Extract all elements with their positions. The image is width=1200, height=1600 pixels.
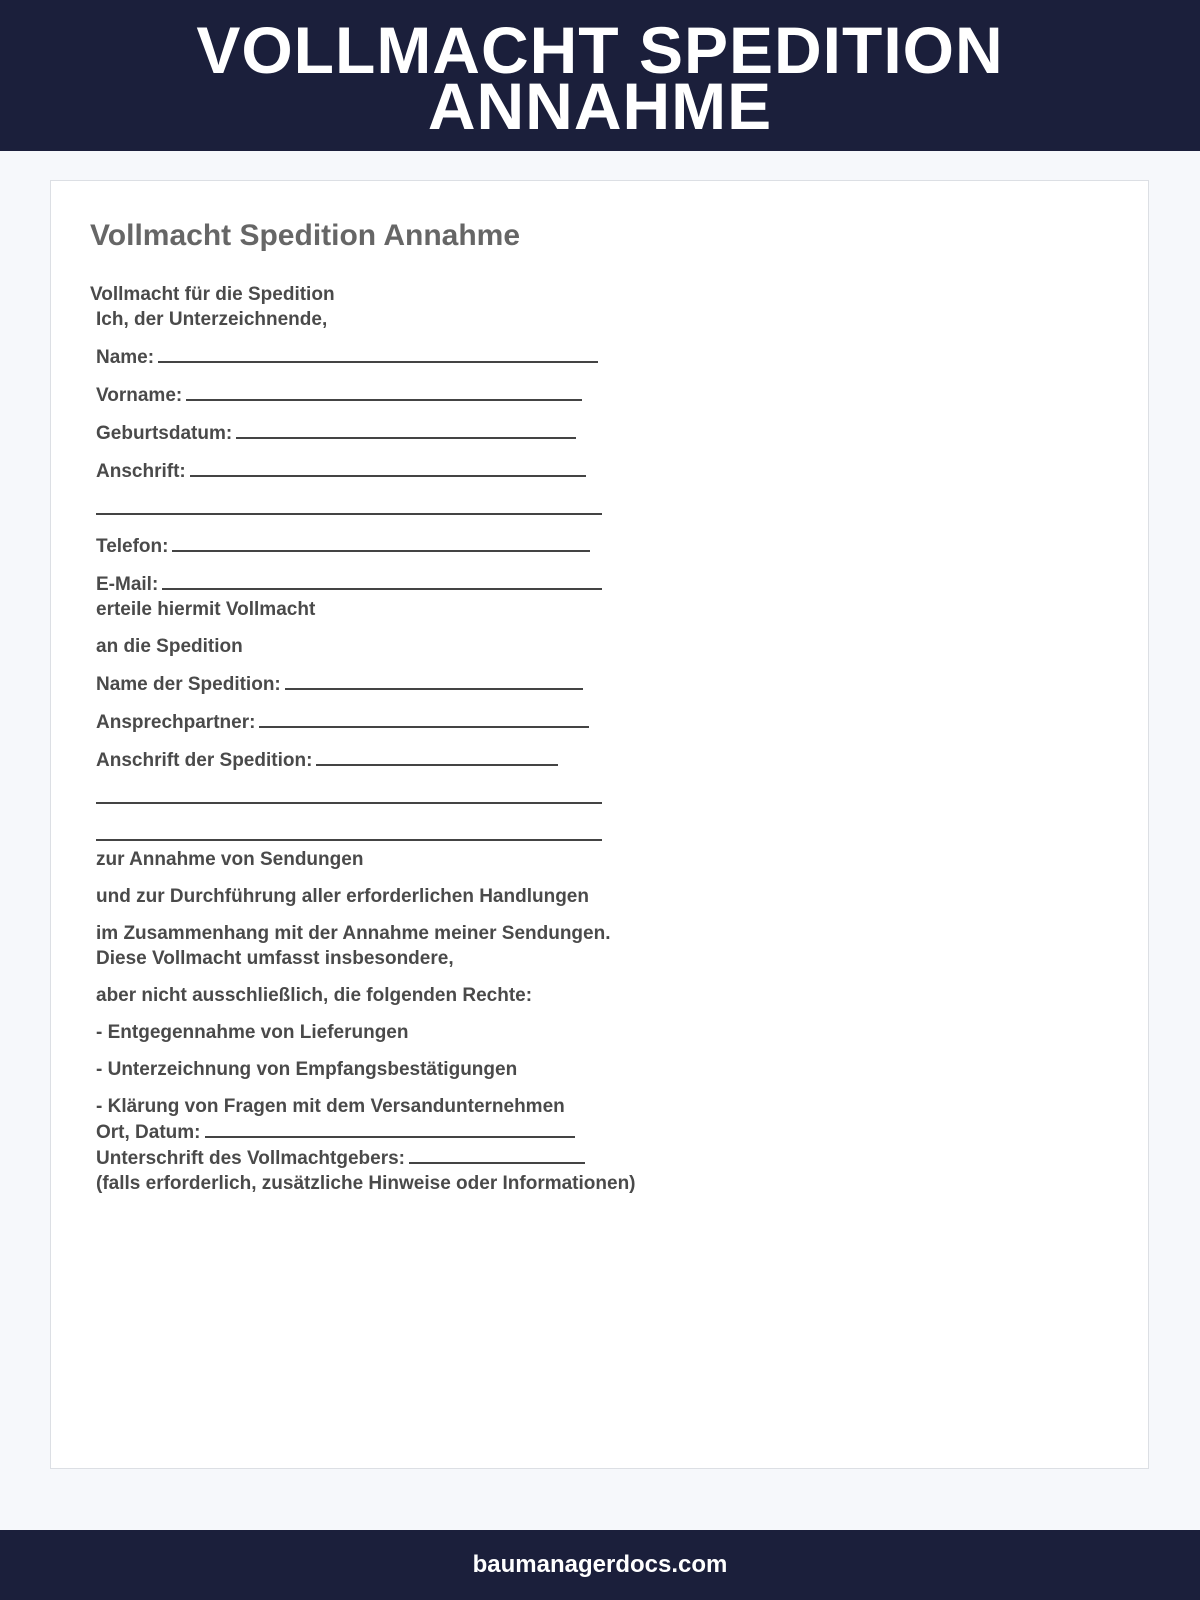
banner-title: [0, 0, 1200, 143]
geburtsdatum-field: [90, 420, 1090, 446]
document-body: [90, 282, 1090, 1196]
anschrift-label: Anschrift:: [96, 461, 186, 482]
purpose-text-2: und zur Durchführung aller erforderlichen Handlungen: [96, 886, 589, 907]
banner-title-line-1: VOLLMACHT SPEDITION: [196, 13, 1004, 87]
footer-bar: [0, 1530, 1200, 1600]
carrier-name-blank: [285, 671, 583, 690]
email-blank: [162, 571, 602, 590]
carrier-contact-label: Ansprechpartner:: [96, 712, 256, 733]
intro-text: Ich, der Unterzeichnende,: [96, 309, 328, 330]
document-title: Vollmacht Spedition Annahme: [90, 219, 521, 252]
carrier-name-field: [90, 671, 1090, 697]
rights-list-item: - Unterzeichnung von Empfangsbestätigungen: [96, 1059, 518, 1080]
place-date-blank: [205, 1119, 575, 1138]
footer-site-link[interactable]: baumanagerdocs.com: [472, 1551, 728, 1578]
vorname-field: [90, 382, 1090, 408]
signature-field: [90, 1145, 1090, 1171]
email-label: E-Mail:: [96, 574, 159, 595]
anschrift-field: [90, 458, 1090, 484]
document-heading: Vollmacht für die Spedition: [90, 284, 335, 305]
telefon-label: Telefon:: [96, 536, 169, 557]
place-date-field: [90, 1119, 1090, 1145]
note-text: (falls erforderlich, zusätzliche Hinweise oder Informationen): [96, 1173, 636, 1194]
rights-list-item: - Entgegennahme von Lieferungen: [96, 1022, 409, 1043]
signature-blank: [409, 1145, 585, 1164]
carrier-address-extra-blank-2: [96, 822, 602, 841]
rights-list-item: - Klärung von Fragen mit dem Versandunternehmen: [96, 1096, 565, 1117]
name-field: [90, 344, 1090, 370]
grant-text-2: an die Spedition: [96, 636, 243, 657]
name-blank: [158, 344, 598, 363]
geburtsdatum-label: Geburtsdatum:: [96, 423, 233, 444]
carrier-contact-field: [90, 709, 1090, 735]
vorname-label: Vorname:: [96, 385, 183, 406]
scope-text-2: aber nicht ausschließlich, die folgenden Rechte:: [96, 985, 533, 1006]
banner-title-line-2: ANNAHME: [427, 69, 773, 143]
header-banner: [0, 0, 1200, 151]
carrier-address-field: [90, 747, 1090, 773]
scope-text-1: Diese Vollmacht umfasst insbesondere,: [96, 948, 454, 969]
anschrift-extra-line: [90, 496, 1090, 521]
name-label: Name:: [96, 347, 155, 368]
grant-text-1: erteile hiermit Vollmacht: [96, 599, 316, 620]
telefon-blank: [172, 533, 590, 552]
purpose-text-3: im Zusammenhang mit der Annahme meiner Sendungen.: [96, 923, 611, 944]
anschrift-extra-blank: [96, 496, 602, 515]
email-field: [90, 571, 1090, 597]
vorname-blank: [186, 382, 582, 401]
purpose-text-1: zur Annahme von Sendungen: [96, 849, 364, 870]
carrier-name-label: Name der Spedition:: [96, 674, 281, 695]
carrier-address-label: Anschrift der Spedition:: [96, 750, 313, 771]
place-date-label: Ort, Datum:: [96, 1122, 201, 1143]
carrier-address-extra-line-1: [90, 785, 1090, 810]
signature-label: Unterschrift des Vollmachtgebers:: [96, 1148, 406, 1169]
carrier-address-extra-blank-1: [96, 785, 602, 804]
telefon-field: [90, 533, 1090, 559]
carrier-contact-blank: [259, 709, 589, 728]
document-card: [50, 180, 1149, 1469]
carrier-address-blank: [316, 747, 558, 766]
anschrift-blank: [190, 458, 586, 477]
geburtsdatum-blank: [236, 420, 576, 439]
carrier-address-extra-line-2: [90, 822, 1090, 847]
